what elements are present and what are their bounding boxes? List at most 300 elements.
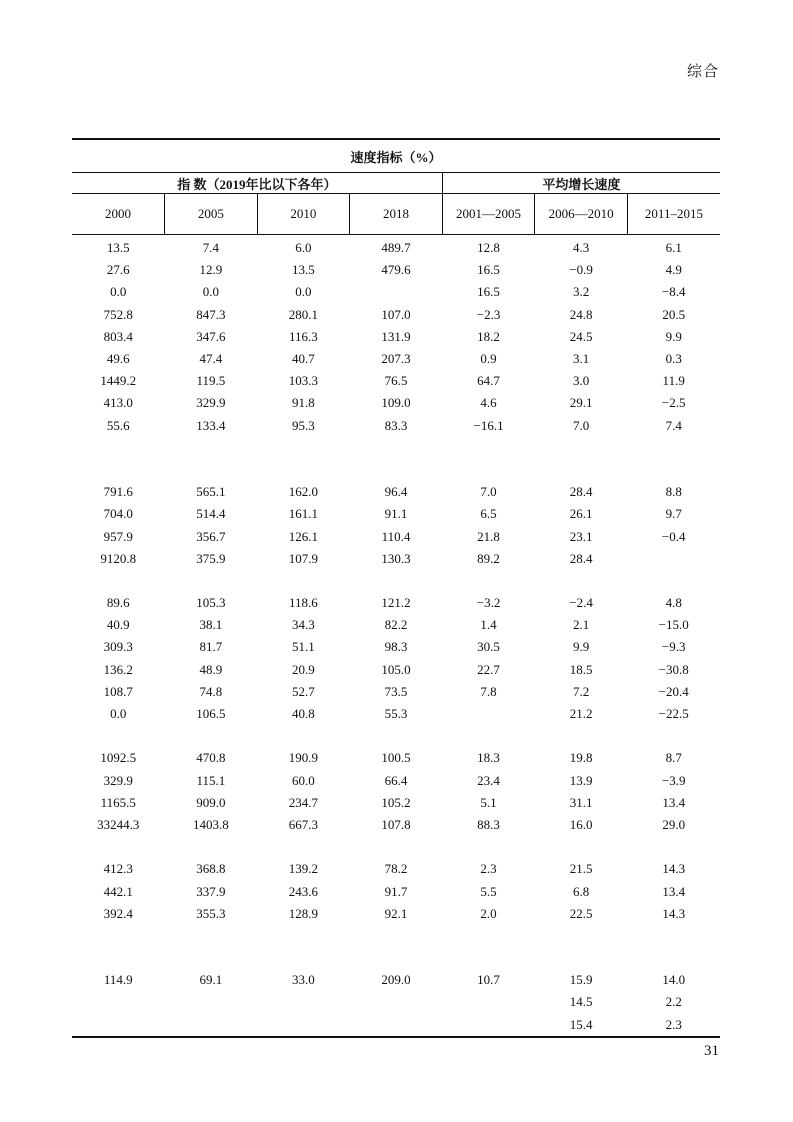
table-cell: 14.3 [662,861,686,877]
table-row [72,880,720,902]
table-cell [257,570,350,592]
table-cell [350,570,443,592]
table-cell: 7.0 [480,484,497,500]
table-cell: −15.0 [658,617,689,633]
table-cell: 667.3 [288,816,319,832]
table-cell [535,725,628,747]
table-cell [257,991,350,1013]
table-cell: 329.9 [196,395,226,411]
table-cell: 413.0 [103,395,133,411]
table-cell: 162.0 [288,484,319,500]
table-cell: 98.3 [384,639,408,655]
table-row [72,570,720,592]
year-header: 2001—2005 [442,194,535,235]
table-cell: 110.4 [381,528,411,544]
table-cell: 126.1 [288,528,319,544]
table-cell: 29.0 [662,816,686,832]
table-cell: 13.4 [662,883,686,899]
table-cell: 161.1 [288,506,319,522]
speed-indicator-table [72,138,720,1038]
table-cell: 121.2 [381,595,411,611]
table-cell: 8.7 [665,750,682,766]
table-cell: 2.3 [480,861,497,877]
table-cell: 337.9 [196,883,226,899]
table-cell: 18.2 [477,328,500,344]
table-row [72,725,720,747]
table-cell: −3.9 [661,772,686,788]
table-cell: 128.9 [288,905,319,921]
table-cell: 9.7 [665,506,682,522]
table-row [72,681,720,703]
table-cell: 190.9 [288,750,319,766]
table-row [72,548,720,570]
table-row [72,636,720,658]
table-cell: 108.7 [103,683,133,699]
table-cell: 91.7 [384,883,408,899]
group-header-row [72,173,720,194]
table-cell [350,925,443,947]
table-cell: −0.4 [661,528,686,544]
table-cell: 89.2 [477,550,500,566]
table-cell [627,836,720,858]
table-cell: 82.2 [384,617,408,633]
table-cell: 356.7 [196,528,226,544]
table-cell: 7.4 [202,240,219,256]
table-cell: 15.4 [535,1014,628,1037]
table-cell: 107.8 [381,816,411,832]
table-cell: 0.0 [110,284,127,300]
table-cell: 909.0 [196,794,226,810]
table-cell: 234.7 [288,794,319,810]
table-cell: 21.5 [569,861,593,877]
table-cell: 280.1 [288,306,319,322]
section-tag: 综合 [686,64,719,80]
table-cell: 34.3 [292,617,315,633]
table-cell [442,1014,535,1037]
table-cell: 565.1 [196,484,226,500]
table-cell: 479.6 [381,262,411,278]
table-row [72,991,720,1013]
table-cell: 21.2 [569,706,593,722]
table-cell: 52.7 [292,683,315,699]
table-title: 速度指标（%） [72,139,720,173]
table-cell: 9120.8 [100,550,137,566]
table-cell [442,947,535,969]
table-cell: −22.5 [658,706,689,722]
table-cell: 7.4 [665,417,682,433]
table-cell [72,570,165,592]
table-cell: 309.3 [103,639,133,655]
table-cell: 15.9 [569,972,593,988]
table-cell: 13.4 [662,794,686,810]
table-cell: 489.7 [381,240,411,256]
table-cell: 207.3 [381,351,411,367]
table-cell: 73.5 [384,683,408,699]
table-cell: 3.2 [572,284,590,300]
table-row [72,903,720,925]
table-cell: 9.9 [665,328,682,344]
group-header-index: 指 数（2019年比以下各年） [72,173,442,194]
table-cell [257,1014,350,1037]
table-cell: 8.8 [665,484,682,500]
table-cell: 10.7 [477,972,500,988]
table-cell [257,725,350,747]
table-cell [165,570,258,592]
table-cell: −20.4 [658,683,689,699]
table-cell: 55.3 [384,706,408,722]
table-cell [442,570,535,592]
table-cell: 20.9 [292,661,315,677]
table-row [72,969,720,991]
table-cell: 105.0 [381,661,411,677]
table-cell: 133.4 [196,417,226,433]
table-cell [442,725,535,747]
table-cell: −2.4 [569,595,593,611]
table-cell: 23.1 [569,528,593,544]
table-cell: 2.3 [627,1014,720,1037]
year-header: 2018 [350,194,443,235]
table-cell: 1092.5 [100,750,137,766]
table-cell: 243.6 [288,883,319,899]
table-cell: 347.6 [196,328,226,344]
table-cell: 136.2 [103,661,133,677]
table-cell [535,925,628,947]
table-cell: 6.1 [665,240,682,256]
table-cell [442,991,535,1013]
table-cell: 119.5 [196,373,226,389]
table-cell [627,459,720,481]
table-cell: 5.5 [480,883,497,899]
table-cell: −16.1 [473,417,504,433]
table-row [72,525,720,547]
table-cell: 23.4 [477,772,500,788]
table-cell [72,725,165,747]
table-row [72,304,720,326]
table-cell: −9.3 [661,639,686,655]
table-cell: 106.5 [196,706,226,722]
table-cell [535,836,628,858]
table-row [72,614,720,636]
table-cell: 49.6 [106,351,130,367]
table-cell: 60.0 [292,772,315,788]
table-cell: 7.8 [480,683,497,699]
table-cell: 4.8 [665,595,682,611]
table-cell: 847.3 [196,306,226,322]
table-cell: 96.4 [384,484,408,500]
table-row [72,235,720,260]
table-cell: 91.8 [292,395,315,411]
table-cell: 514.4 [196,506,226,522]
table-row [72,703,720,725]
page-number: 31 [704,1043,719,1059]
table-cell [72,947,165,969]
table-cell: 1449.2 [100,373,137,389]
table-cell: 109.0 [381,395,411,411]
table-row [72,814,720,836]
table-cell: 1165.5 [100,794,136,810]
table-cell: 40.8 [292,706,315,722]
table-row [72,836,720,858]
table-cell: 105.2 [381,794,411,810]
table-cell: −3.2 [476,595,501,611]
table-cell: 100.5 [381,750,411,766]
table-row [72,481,720,503]
table-cell: 209.0 [381,972,411,988]
table-cell [350,281,443,303]
table-cell [350,836,443,858]
table-cell: 1.4 [480,617,497,633]
table-cell [72,437,165,459]
table-cell [257,947,350,969]
table-row [72,747,720,769]
table-cell [257,437,350,459]
table-row [72,925,720,947]
table-cell: 18.5 [569,661,593,677]
table-cell: 19.8 [569,750,593,766]
table-row [72,415,720,437]
table-cell: 26.1 [569,506,593,522]
table-cell: 0.3 [665,351,682,367]
table-cell: 78.2 [384,861,408,877]
table-cell [627,570,720,592]
table-cell: 130.3 [381,550,411,566]
table-cell [165,1014,258,1037]
table-row [72,792,720,814]
table-cell: 0.0 [202,284,219,300]
table-cell: −8.4 [661,284,686,300]
table-cell [350,1014,443,1037]
table-cell [627,437,720,459]
table-cell: 14.0 [662,972,686,988]
table-cell: 6.5 [480,506,497,522]
table-cell [442,459,535,481]
table-cell: 24.8 [569,306,593,322]
table-cell: −2.5 [661,395,686,411]
table-cell: 116.3 [289,328,318,344]
table-cell: 118.6 [289,595,318,611]
table-cell: 33244.3 [97,816,140,832]
table-cell: 442.1 [103,883,133,899]
year-header: 2005 [165,194,258,235]
table-row [72,259,720,281]
table-cell: 88.3 [477,816,500,832]
table-cell [72,459,165,481]
table-cell: 14.3 [662,905,686,921]
table-cell [165,459,258,481]
table-cell: 9.9 [572,639,590,655]
table-cell: 40.9 [106,617,130,633]
table-cell: 0.9 [480,351,497,367]
table-cell [165,836,258,858]
table-cell: −30.8 [658,661,689,677]
table-cell [442,925,535,947]
table-cell: 83.3 [384,417,408,433]
year-header: 2011–2015 [627,194,720,235]
table-cell: 16.5 [477,262,500,278]
table-row [72,370,720,392]
table-cell [72,836,165,858]
table-row [72,348,720,370]
table-row [72,592,720,614]
table-cell: 81.7 [199,639,223,655]
table-cell [627,947,720,969]
table-cell: 329.9 [103,772,133,788]
table-row [72,503,720,525]
table-cell: 803.4 [103,328,133,344]
table-cell: 7.0 [572,417,590,433]
table-cell: 12.9 [199,262,223,278]
table-cell: 18.3 [477,750,500,766]
table-cell: 13.9 [569,772,593,788]
table-row [72,858,720,880]
year-header: 2010 [257,194,350,235]
table-cell: 74.8 [199,683,223,699]
table-cell: 22.7 [477,661,500,677]
table-cell: 28.4 [569,550,593,566]
table-cell: 412.3 [103,861,133,877]
table-cell: 0.0 [295,284,312,300]
table-cell: 1403.8 [192,816,229,832]
table-cell [165,437,258,459]
table-row [72,947,720,969]
table-cell: 791.6 [103,484,133,500]
table-cell: 107.9 [288,550,319,566]
table-cell [627,725,720,747]
table-cell: 47.4 [199,351,223,367]
table-cell: 92.1 [384,905,408,921]
table-cell [350,459,443,481]
table-cell [72,1014,165,1037]
table-cell: 14.5 [569,994,593,1010]
table-cell: 95.3 [292,417,315,433]
table-cell: 4.6 [480,395,497,411]
table-cell: 368.8 [196,861,226,877]
table-cell: 22.5 [569,905,593,921]
table-cell: 131.9 [381,328,411,344]
table-cell: 6.8 [572,883,590,899]
year-header: 2000 [72,194,165,235]
table-row [72,437,720,459]
table-cell [350,725,443,747]
table-cell: 55.6 [106,417,130,433]
table-cell: 103.3 [288,373,319,389]
table-cell: 6.0 [295,240,312,256]
table-row [72,770,720,792]
table-cell [535,947,628,969]
table-cell [257,925,350,947]
table-cell: 89.6 [106,595,130,611]
table-cell: 27.6 [106,262,130,278]
table-cell [442,836,535,858]
year-header: 2006—2010 [535,194,628,235]
table-cell: 16.0 [569,816,593,832]
table-cell: 752.8 [103,306,133,322]
table-cell [72,925,165,947]
table-cell: 105.3 [196,595,226,611]
table-cell [72,991,165,1013]
table-cell: 29.1 [569,395,593,411]
table-cell: 2.2 [665,994,682,1010]
table-body [72,235,720,1037]
table-cell [257,459,350,481]
table-cell: 115.1 [196,772,226,788]
table-cell: 957.9 [103,528,133,544]
table-row [72,459,720,481]
table-cell: 21.8 [477,528,500,544]
table-cell [165,925,258,947]
table-cell: 31.1 [569,794,593,810]
table-cell: 13.5 [106,240,130,256]
table-cell [535,459,628,481]
table-row [72,326,720,348]
table-cell: 7.2 [572,683,590,699]
table-cell: −2.3 [476,306,501,322]
table-cell [442,703,535,725]
table-cell [627,925,720,947]
table-cell: 38.1 [199,617,223,633]
table-title-row [72,139,720,173]
table-row [72,659,720,681]
table-cell [535,437,628,459]
table-cell [165,725,258,747]
table-cell: 4.3 [572,240,590,256]
table-cell: 20.5 [662,306,686,322]
table-cell: 11.9 [662,373,685,389]
table-cell [350,437,443,459]
table-cell [535,570,628,592]
table-cell: 114.9 [103,972,133,988]
table-cell: 69.1 [199,972,223,988]
table-cell [257,836,350,858]
table-cell [350,991,443,1013]
table-cell: 704.0 [103,506,133,522]
table-cell [442,437,535,459]
table-cell: 12.8 [477,240,500,256]
table-cell: 40.7 [292,351,315,367]
table-cell: 24.5 [569,328,593,344]
table-cell: 107.0 [381,306,411,322]
year-header-row [72,194,720,235]
table-cell: 28.4 [569,484,593,500]
table-cell: 51.1 [292,639,315,655]
table-cell: 2.1 [572,617,590,633]
table-cell: 76.5 [384,373,408,389]
table-cell [350,947,443,969]
table-cell: 30.5 [477,639,500,655]
table-cell: 13.5 [292,262,315,278]
table-cell: 375.9 [196,550,226,566]
table-cell [165,991,258,1013]
table-cell: 66.4 [384,772,408,788]
table-cell: 355.3 [196,905,226,921]
table-row [72,392,720,414]
table-cell: 139.2 [288,861,319,877]
table-cell: 64.7 [477,373,500,389]
table-cell: 2.0 [480,905,497,921]
table-cell: 3.1 [572,351,590,367]
group-header-growth: 平均增长速度 [442,173,720,194]
table-cell: 3.0 [572,373,590,389]
table-cell: 16.5 [477,284,500,300]
table-cell: 5.1 [480,794,497,810]
table-cell [165,947,258,969]
table-row [72,281,720,303]
table-cell: 91.1 [384,506,408,522]
table-row [72,1014,720,1037]
table-cell: 48.9 [199,661,223,677]
table-cell: 470.8 [196,750,226,766]
table-cell [627,548,720,570]
